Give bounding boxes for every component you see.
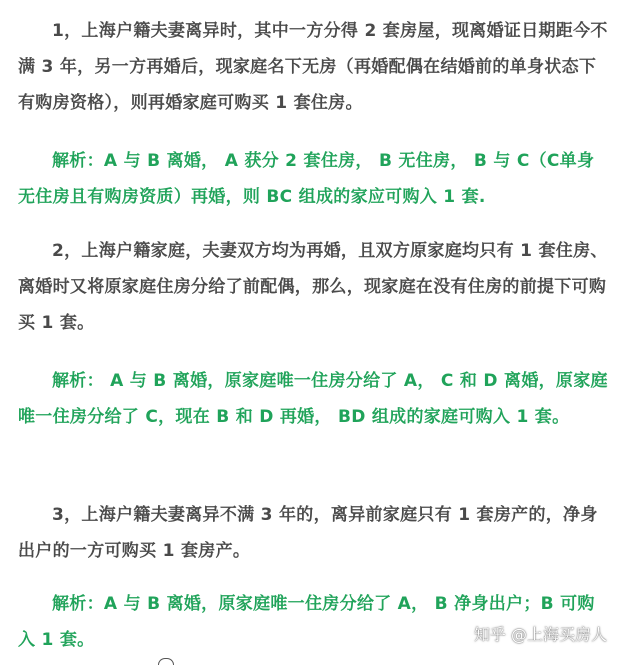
question-2: 2，上海户籍家庭，夫妻双方均为再婚，且双方原家庭均只有 1 套住房、离婚时又将原家庭住房分给了前配偶，那么，现家庭在没有住房的前提下可购买 1 套。 <box>18 241 608 333</box>
answer-2: 解析： A 与 B 离婚，原家庭唯一住房分给了 A， C 和 D 离婚，原家庭唯一住房分给了 C，现在 B 和 D 再婚， BD 组成的家庭可购入 1 套。 <box>18 371 608 427</box>
question-1: 1，上海户籍夫妻离异时，其中一方分得 2 套房屋，现离婚证日期距今不满 3 年，另一方再婚后，现家庭名下无房（再婚配偶在结婚前的单身状态下有购房资格），则再婚家庭可购买 1 套住房。 <box>18 21 608 113</box>
question-3: 3，上海户籍夫妻离异不满 3 年的，离异前家庭只有 1 套房产的，净身出户的一方可购买 1 套房产。 <box>18 505 598 561</box>
answer-1: 解析：A 与 B 离婚， A 获分 2 套住房， B 无住房， B 与 C（C单身无住房且有购房资质）再婚，则 BC 组成的家应可购入 1 套. <box>18 151 595 207</box>
partial-glyph-mark <box>158 658 174 665</box>
watermark-text: 知乎 @上海买房人 <box>473 625 607 644</box>
answer-3: 解析：A 与 B 离婚，原家庭唯一住房分给了 A， B 净身出户；B 可购入 1 套。 <box>18 594 595 650</box>
zhihu-watermark <box>474 622 607 645</box>
